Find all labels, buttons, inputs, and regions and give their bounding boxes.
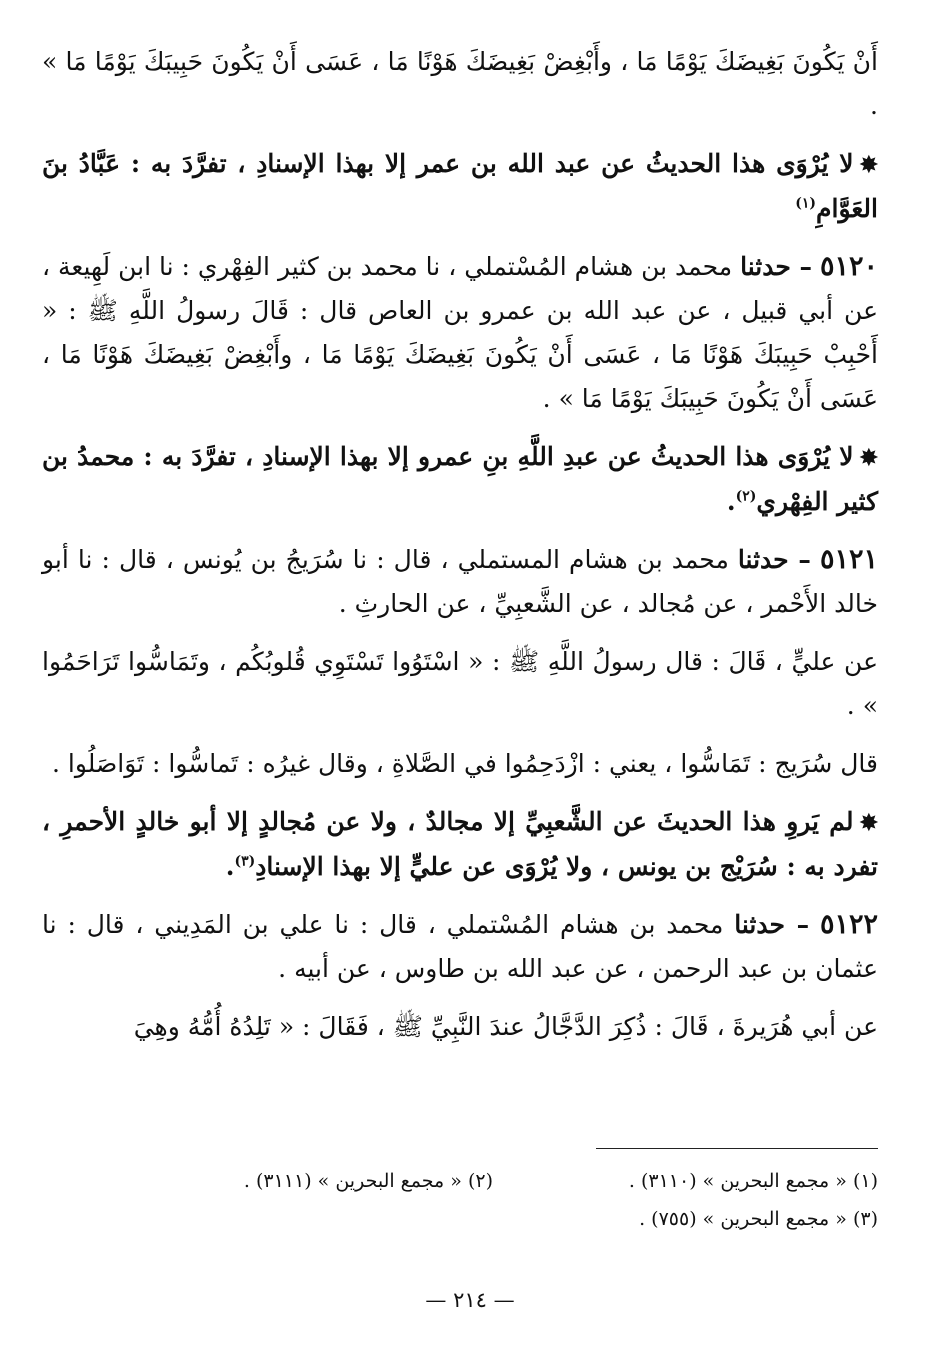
hadith-text: محمد بن هشام المُسْتملي ، نا محمد بن كثير الفِهْري : نا ابن لَهِيعة ، عن أبي قبيل ، عن عبد الله بن عمرو بن العاص قال : قَالَ رسولُ اللَّهِ ﷺ : « أَحْبِبْ حَبِيبَكَ هَوْنًا مَا ، عَسَى أَنْ يَكُونَ بَغِيضَكَ يَوْمًا مَا ، وأَبْغِضْ بَغِيضَكَ هَوْنًا مَا ، عَسَى أَنْ يَكُونَ حَبِيبَكَ يَوْمًا مَا » . <box>42 252 878 413</box>
footnote-row <box>42 1162 878 1200</box>
footnote-label: (١) <box>852 1170 878 1192</box>
footnote-ref: (٢) <box>735 488 757 505</box>
page-number: — ٢١٤ — <box>425 1288 515 1312</box>
matn-paragraph <box>42 640 878 728</box>
footnote-row <box>42 1200 878 1238</box>
commentary-note-1 <box>42 142 878 231</box>
hadith-text: محمد بن هشام المُسْتملي ، قال : نا علي بن المَدِيني ، قال : نا عثمان بن عبد الرحمن ، عن عبد الله بن طاوس ، عن أبيه . <box>42 910 878 983</box>
note-text: لا يُرْوَى هذا الحديثُ عن عبد الله بن عمر إلا بهذا الإسنادِ ، تفرَّدَ به : عَبَّادُ بنَ العَوَّامِ <box>42 149 878 223</box>
footnote-divider <box>596 1148 878 1149</box>
footnote-ref: (١) <box>795 195 817 212</box>
hadith-number: ٥١٢١ <box>819 544 878 575</box>
note-end: . <box>726 487 736 516</box>
paragraph-text: عن عليٍّ ، قَالَ : قال رسولُ اللَّهِ ﷺ : « اسْتَوُوا تَسْتَوِي قُلوبُكُم ، وتَمَاسُّوا تَرَاحَمُوا » . <box>42 647 878 720</box>
paragraph-text: عن أبي هُرَيرةَ ، قَالَ : ذُكِرَ الدَّجَّالُ عندَ النَّبِيِّ ﷺ ، فَقَالَ : « تَلِدُهُ أُمُّهُ وهِيَ <box>133 1012 878 1041</box>
note-text: لا يُرْوَى هذا الحديثُ عن عبدِ اللَّهِ بنِ عمرو إلا بهذا الإسنادِ ، تفرَّدَ به : محمدُ بن كثير الفِهْري <box>42 442 878 516</box>
matn-paragraph-final <box>42 1005 878 1049</box>
footnote-2 <box>108 1162 493 1200</box>
note-end: . <box>225 852 235 881</box>
paragraph-text: قال سُرَيج : تَمَاسُّوا ، يعني : ازْدَحِمُوا في الصَّلاةِ ، وقال غيرُه : تَماسُّوا : تَوَاصَلُوا . <box>52 749 878 778</box>
hadith-5122 <box>42 903 878 991</box>
hadith-lead: – حدثنا <box>740 252 813 281</box>
footnote-ref: (٣) <box>234 853 256 870</box>
footnote-label: (٣) <box>852 1208 878 1230</box>
hadith-text: محمد بن هشام المستملي ، قال : نا سُرَيجُ بن يُونس ، قال : نا أبو خالد الأَحْمر ، عن مُجالد ، عن الشَّعبِيِّ ، عن الحارثِ . <box>42 545 878 618</box>
hadith-number: ٥١٢٢ <box>819 909 878 940</box>
star-icon: ✸ <box>859 445 878 471</box>
hadith-5120 <box>42 245 878 421</box>
star-icon: ✸ <box>859 152 878 178</box>
hadith-lead: – حدثنا <box>737 545 811 574</box>
hadith-number: ٥١٢٠ <box>819 251 878 282</box>
hadith-5121 <box>42 538 878 626</box>
hadith-lead: – حدثنا <box>734 910 810 939</box>
footnote-1 <box>493 1162 878 1200</box>
commentary-note-3 <box>42 800 878 889</box>
note-text: لم يَروِ هذا الحديثَ عن الشَّعبِيِّ إلا مجالدٌ ، ولا عن مُجالدٍ إلا أبو خالدٍ الأحمرِ ، تفرد به : سُرَيْج بن يونس ، ولا يُرْوَى عن عليٍّ إلا بهذا الإسنادِ <box>42 807 878 881</box>
matn-paragraph-continuation <box>42 40 878 128</box>
footnotes <box>42 1162 878 1238</box>
commentary-note-2 <box>42 435 878 524</box>
star-icon: ✸ <box>859 810 878 836</box>
explanation-paragraph <box>42 742 878 786</box>
page-body <box>42 40 878 1063</box>
footnote-3 <box>493 1200 878 1238</box>
footnote-text: « مجمع البحرين » (٧٥٥) . <box>639 1208 847 1230</box>
footnote-label: (٢) <box>467 1170 493 1192</box>
footnote-text: « مجمع البحرين » (٣١١١) . <box>243 1170 462 1192</box>
paragraph-text: أَنْ يَكُونَ بَغِيضَكَ يَوْمًا مَا ، وأَبْغِضْ بَغِيضَكَ هَوْنًا مَا ، عَسَى أَنْ يَكُونَ حَبِيبَكَ يَوْمًا مَا » . <box>42 47 878 120</box>
footnote-text: « مجمع البحرين » (٣١١٠) . <box>628 1170 847 1192</box>
